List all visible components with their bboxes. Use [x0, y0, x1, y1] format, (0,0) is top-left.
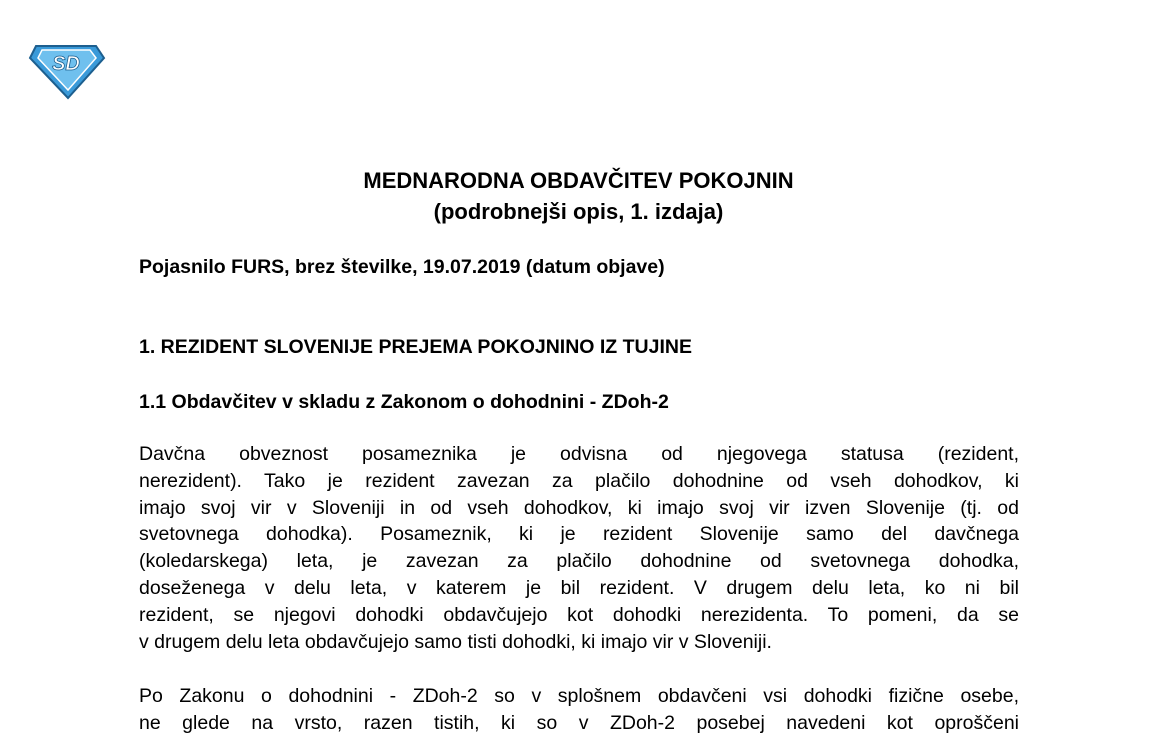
paragraph-line: svetovnega dohodka). Posameznik, ki je rezident Slovenije samo del davčnega [139, 523, 1019, 546]
paragraph-2 [139, 683, 1019, 737]
paragraph-line: nerezident). Tako je rezident zavezan za plačilo dohodnine od vseh dohodkov, ki [139, 469, 1019, 492]
subsection-heading: 1.1 Obdavčitev v skladu z Zakonom o dohodnini - ZDoh-2 [139, 391, 669, 413]
section-heading: 1. REZIDENT SLOVENIJE PREJEMA POKOJNINO IZ TUJINE [139, 336, 692, 358]
document-title-edition: (podrobnejši opis, 1. izdaja) [433, 199, 724, 224]
logo-letters: SD [52, 53, 80, 75]
company-logo [28, 38, 106, 100]
paragraph-line: doseženega v delu leta, v katerem je bil rezident. V drugem delu leta, ko ni bil [139, 576, 1019, 599]
diamond-logo-icon [28, 38, 106, 100]
paragraph-line: rezident, se njegovi dohodki obdavčujejo kot dohodki nerezidenta. To pomeni, da se [139, 603, 1019, 626]
document-title: MEDNARODNA OBDAVČITEV POKOJNIN [363, 168, 794, 193]
paragraph-line: Po Zakonu o dohodnini - ZDoh-2 so v splošnem obdavčeni vsi dohodki fizične osebe, [139, 685, 1019, 707]
document-subtitle: Pojasnilo FURS, brez številke, 19.07.2019 (datum objave) [139, 256, 665, 278]
paragraph-line: imajo svoj vir v Sloveniji in od vseh dohodkov, ki imajo svoj vir izven Slovenije (tj. od [139, 496, 1019, 519]
paragraph-line: (koledarskega) leta, je zavezan za plačilo dohodnine od svetovnega dohodka, [139, 550, 1019, 573]
paragraph-1 [139, 441, 1019, 655]
paragraph-line: ne glede na vrsto, razen tistih, ki so v ZDoh-2 posebej navedeni kot oproščeni [139, 711, 1019, 734]
paragraph-line: Davčna obveznost posameznika je odvisna od njegovega statusa (rezident, [139, 443, 1019, 465]
paragraph-line: v drugem delu leta obdavčujejo samo tisti dohodki, ki imajo vir v Sloveniji. [139, 630, 772, 653]
